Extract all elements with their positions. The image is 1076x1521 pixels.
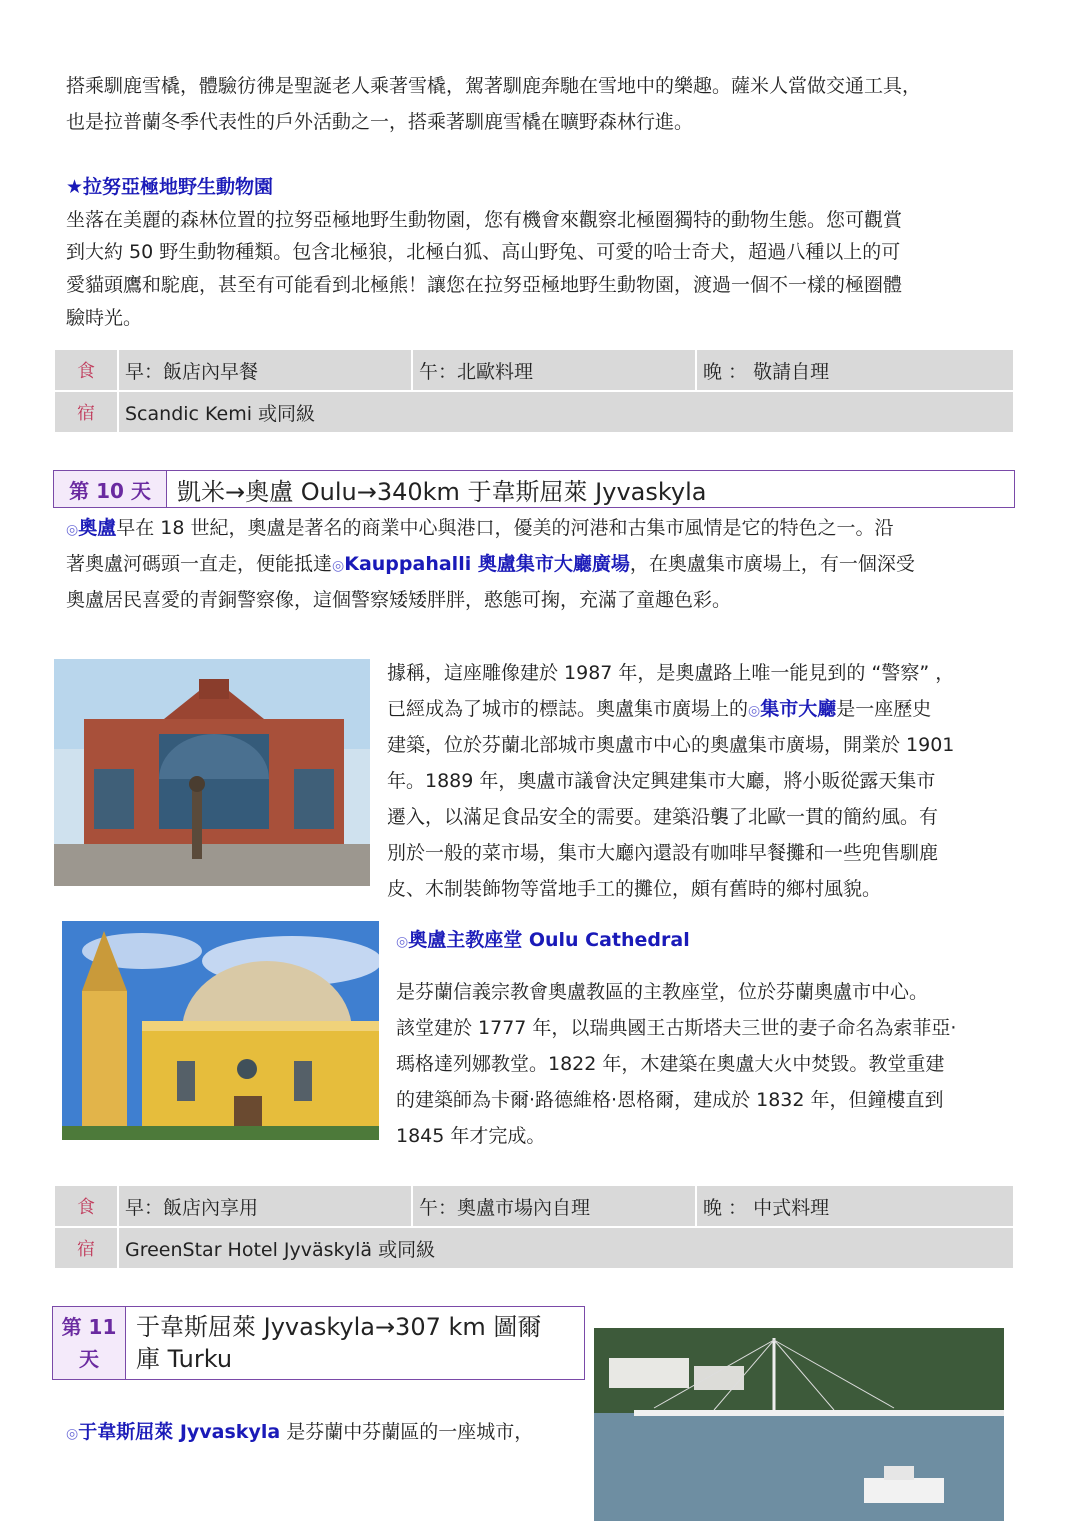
zoo-line-3: 愛貓頭鷹和駝鹿，甚至有可能看到北極熊！讓您在拉努亞極地野生動物園，渡過一個不一樣的極圈體	[66, 274, 903, 296]
jyvaskyla-rest: 是芬蘭中芬蘭區的一座城市，	[280, 1421, 534, 1443]
oulu-line-2	[66, 546, 915, 584]
cathedral-line-3: 瑪格達列娜教堂。1822 年，木建築在奧盧大火中焚毀。教堂重建	[396, 1053, 945, 1075]
breakfast-cell: 早：飯店內早餐	[118, 349, 412, 391]
market-line-7: 皮、木制裝飾物等當地手工的攤位，頗有舊時的鄉村風貌。	[387, 878, 882, 900]
cathedral-title	[396, 922, 690, 960]
market-line-5: 遷入，以滿足食品安全的需要。建築沿襲了北歐一貫的簡約風。有	[387, 806, 939, 828]
dinner-cell: 晚 ： 中式料理	[696, 1185, 1014, 1227]
market-hall-photo	[54, 659, 370, 886]
meal-row	[54, 1185, 1014, 1227]
zoo-line-2: 到大約 50 野生動物種類。包含北極狼，北極白狐、高山野兔、可愛的哈士奇犬，超過八種以上的可	[66, 241, 901, 263]
bullet-icon: ◎	[748, 703, 761, 719]
jyvaskyla-line	[66, 1414, 533, 1452]
market-line-1: 據稱，這座雕像建於 1987 年，是奧盧路上唯一能見到的 “警察” ，	[387, 662, 955, 684]
oulu-line-1	[66, 510, 894, 548]
day11-label	[53, 1307, 126, 1379]
stay-key: 宿	[54, 391, 118, 433]
oulu-line-1-text: 早在 18 世紀，奧盧是著名的商業中心與港口，優美的河港和古集市風情是它的特色之一。沿	[116, 517, 894, 539]
day10-title: 凱米→奧盧 Oulu→340km 于韋斯屈萊 Jyvaskyla	[177, 477, 707, 506]
market-line-4: 年。1889 年，奧盧市議會決定興建集市大廳，將小販從露天集市	[387, 770, 936, 792]
cathedral-photo	[62, 921, 379, 1140]
cathedral-line-4: 的建築師為卡爾·路德維格·恩格爾，建成於 1832 年，但鐘樓直到	[396, 1089, 944, 1111]
market-hall-link: 集市大廳	[760, 698, 837, 720]
intro-line-2: 也是拉普蘭冬季代表性的戶外活動之一，搭乘著馴鹿雪橇在曠野森林行進。	[66, 111, 694, 133]
cathedral-title-text: 奧盧主教座堂 Oulu Cathedral	[408, 929, 690, 951]
hotel-cell: Scandic Kemi 或同級	[118, 391, 1014, 433]
meal-table-day10	[53, 1184, 1015, 1270]
zoo-line-1: 坐落在美麗的森林位置的拉努亞極地野生動物園，您有機會來觀察北極圈獨特的動物生態。您可觀賞	[66, 209, 903, 231]
stay-key: 宿	[54, 1227, 118, 1269]
cathedral-line-1: 是芬蘭信義宗教會奧盧教區的主教座堂，位於芬蘭奧盧市中心。	[396, 981, 929, 1003]
oulu-line-2-rest: ，在奧盧集市廣場上，有一個深受	[629, 553, 915, 575]
day11-title-line-1: 于韋斯屈萊 Jyvaskyla→307 km 圖爾	[136, 1313, 542, 1341]
lunch-cell: 午：奧盧市場內自理	[412, 1185, 696, 1227]
market-line-2-rest: 是一座歷史	[836, 698, 932, 720]
day11-header	[52, 1306, 585, 1380]
meal-table-day9	[53, 348, 1015, 434]
breakfast-cell: 早：飯店內享用	[118, 1185, 412, 1227]
zoo-line-4: 驗時光。	[66, 307, 143, 329]
lunch-cell: 午：北歐料理	[412, 349, 696, 391]
jyvaskyla-link: 于韋斯屈萊 Jyvaskyla	[78, 1421, 281, 1443]
market-line-3: 建築，位於芬蘭北部城市奧盧市中心的奧盧集市廣場，開業於 1901	[387, 734, 955, 756]
food-key: 食	[54, 1185, 118, 1227]
cathedral-line-2: 該堂建於 1777 年，以瑞典國王古斯塔夫三世的妻子命名為索菲亞·	[396, 1017, 957, 1039]
stay-row	[54, 1227, 1014, 1269]
meal-row	[54, 349, 1014, 391]
oulu-name: 奧盧	[78, 517, 117, 539]
zoo-title: ★拉努亞極地野生動物園	[66, 176, 274, 198]
day11-label-line-1: 第 11	[61, 1315, 117, 1339]
hotel-cell: GreenStar Hotel Jyväskylä 或同級	[118, 1227, 1014, 1269]
market-line-6: 別於一般的菜市場，集市大廳內還設有咖啡早餐攤和一些兜售馴鹿	[387, 842, 939, 864]
day11-title	[126, 1307, 541, 1379]
cathedral-line-5: 1845 年才完成。	[396, 1125, 546, 1147]
bullet-icon: ◎	[66, 1426, 79, 1442]
oulu-line-2-start: 著奧盧河碼頭一直走，便能抵達	[66, 553, 333, 575]
market-line-2-start: 已經成為了城市的標誌。奧盧集市廣場上的	[387, 698, 749, 720]
day10-label: 第 10 天	[54, 471, 167, 507]
day11-label-line-2: 天	[79, 1347, 99, 1371]
day10-header	[53, 470, 1015, 508]
dinner-cell: 晚 ： 敬請自理	[696, 349, 1014, 391]
oulu-line-3: 奧盧居民喜愛的青銅警察像，這個警察矮矮胖胖，憨態可掬，充滿了童趣色彩。	[66, 589, 732, 611]
bullet-icon: ◎	[66, 522, 79, 538]
market-line-2	[387, 691, 931, 729]
day11-title-line-2: 庫 Turku	[136, 1345, 233, 1373]
kauppahalli-link: Kauppahalli 奧盧集市大廳廣場	[344, 553, 630, 575]
food-key: 食	[54, 349, 118, 391]
stay-row	[54, 391, 1014, 433]
intro-line-1: 搭乘馴鹿雪橇，體驗彷彿是聖誕老人乘著雪橇，駕著馴鹿奔馳在雪地中的樂趣。薩米人當做交通工具，	[66, 75, 922, 97]
bridge-photo	[594, 1328, 1004, 1521]
bullet-icon: ◎	[396, 934, 409, 950]
bullet-icon: ◎	[332, 558, 345, 574]
